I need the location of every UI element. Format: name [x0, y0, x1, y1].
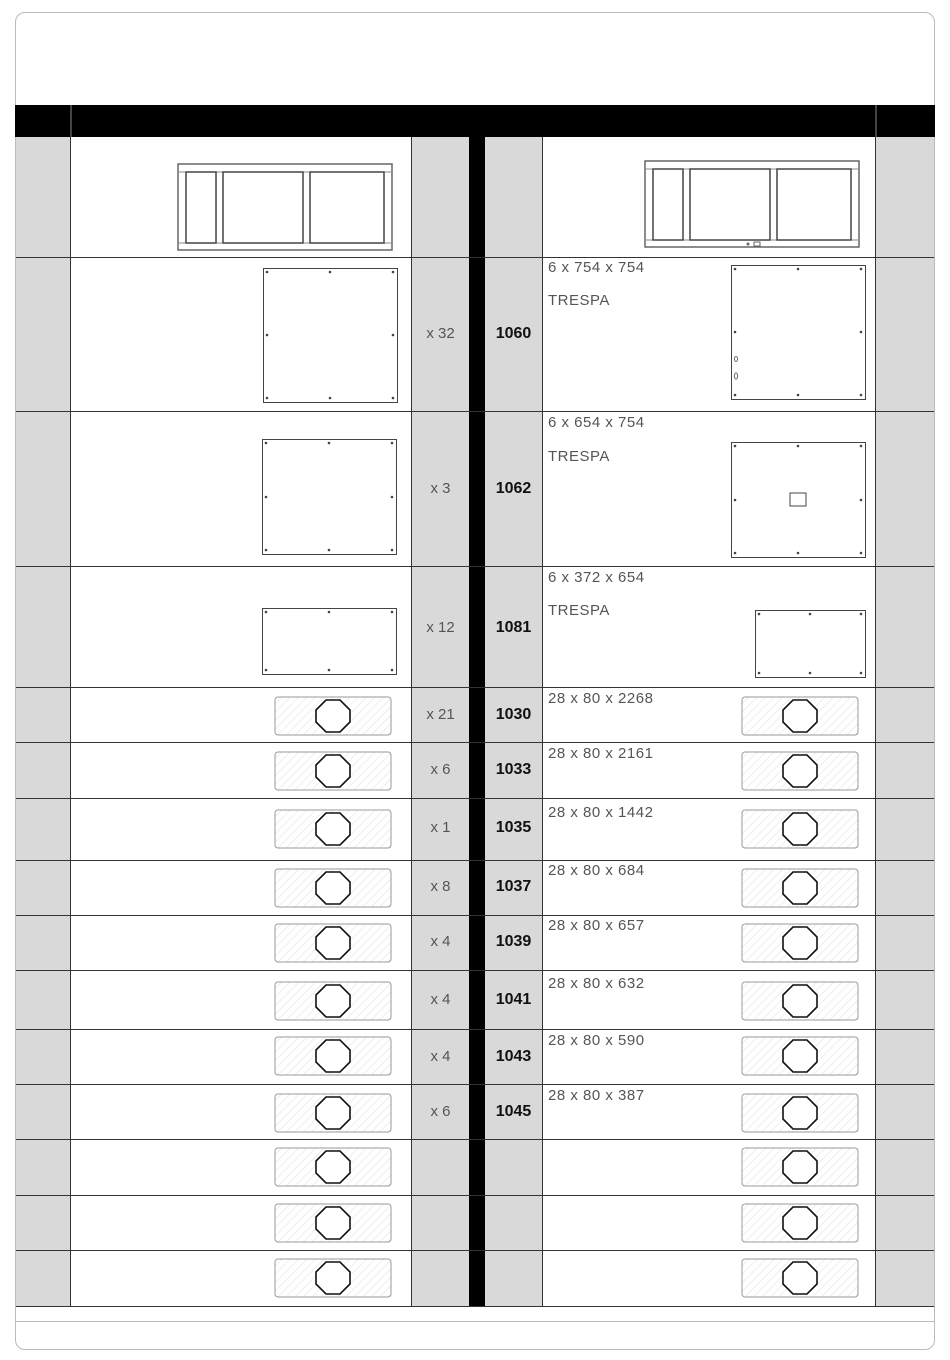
profile-section-icon [274, 751, 392, 791]
quantity: x 4 [430, 933, 451, 950]
dimensions: 28 x 80 x 657 [548, 917, 645, 934]
profile-section-icon [274, 981, 392, 1021]
left-margin-column [16, 137, 70, 1306]
cabinet-front-drawing-icon [177, 163, 393, 251]
profile-section-icon [741, 1093, 859, 1133]
profile-section-icon [274, 1258, 392, 1298]
dimensions: 28 x 80 x 1442 [548, 804, 654, 821]
part-code: 1037 [495, 878, 532, 895]
quantity: x 1 [430, 819, 451, 836]
profile-section-icon [741, 1036, 859, 1076]
part-code: 1060 [495, 325, 532, 342]
dimensions: 28 x 80 x 387 [548, 1087, 645, 1104]
quantity: x 12 [426, 619, 455, 636]
profile-section-icon [274, 923, 392, 963]
part-code: 1045 [495, 1103, 532, 1120]
dimensions: 6 x 372 x 654 [548, 569, 645, 586]
quantity: x 4 [430, 1048, 451, 1065]
dimensions: 6 x 654 x 754 [548, 414, 645, 431]
profile-section-icon [741, 809, 859, 849]
quantity: x 4 [430, 991, 451, 1008]
part-code: 1035 [495, 819, 532, 836]
dimensions: 6 x 754 x 754 [548, 259, 645, 276]
right-margin-column [876, 137, 934, 1306]
material: TRESPA [548, 292, 610, 309]
profile-section-icon [741, 1203, 859, 1243]
profile-section-icon [274, 868, 392, 908]
profile-section-icon [741, 981, 859, 1021]
profile-section-icon [741, 751, 859, 791]
part-code: 1081 [495, 619, 532, 636]
dimensions: 28 x 80 x 684 [548, 862, 645, 879]
panel-front-icon [263, 268, 398, 403]
profile-section-icon [274, 1036, 392, 1076]
quantity: x 8 [430, 878, 451, 895]
panel-front-icon [262, 439, 397, 555]
part-code: 1062 [495, 480, 532, 497]
profile-section-icon [741, 923, 859, 963]
profile-section-icon [274, 696, 392, 736]
material: TRESPA [548, 602, 610, 619]
dimensions: 28 x 80 x 2268 [548, 690, 654, 707]
part-code: 1033 [495, 761, 532, 778]
panel-front-icon [262, 608, 397, 675]
quantity: x 6 [430, 1103, 451, 1120]
dimensions: 28 x 80 x 632 [548, 975, 645, 992]
profile-section-icon [741, 868, 859, 908]
profile-section-icon [741, 1258, 859, 1298]
part-code: 1030 [495, 706, 532, 723]
quantity: x 3 [430, 480, 451, 497]
quantity: x 21 [426, 706, 455, 723]
profile-section-icon [274, 1203, 392, 1243]
part-code: 1041 [495, 991, 532, 1008]
part-code: 1043 [495, 1048, 532, 1065]
panel-back-icon [731, 265, 866, 400]
profile-section-icon [274, 809, 392, 849]
quantity: x 6 [430, 761, 451, 778]
profile-section-icon [274, 1093, 392, 1133]
quantity: x 32 [426, 325, 455, 342]
center-divider [469, 105, 485, 1306]
dimensions: 28 x 80 x 2161 [548, 745, 654, 762]
dimensions: 28 x 80 x 590 [548, 1032, 645, 1049]
panel-back-icon [755, 610, 866, 678]
profile-section-icon [741, 696, 859, 736]
panel-back-icon [731, 442, 866, 558]
profile-section-icon [741, 1147, 859, 1187]
cabinet-back-drawing-icon [644, 160, 860, 248]
part-code: 1039 [495, 933, 532, 950]
material: TRESPA [548, 448, 610, 465]
profile-section-icon [274, 1147, 392, 1187]
